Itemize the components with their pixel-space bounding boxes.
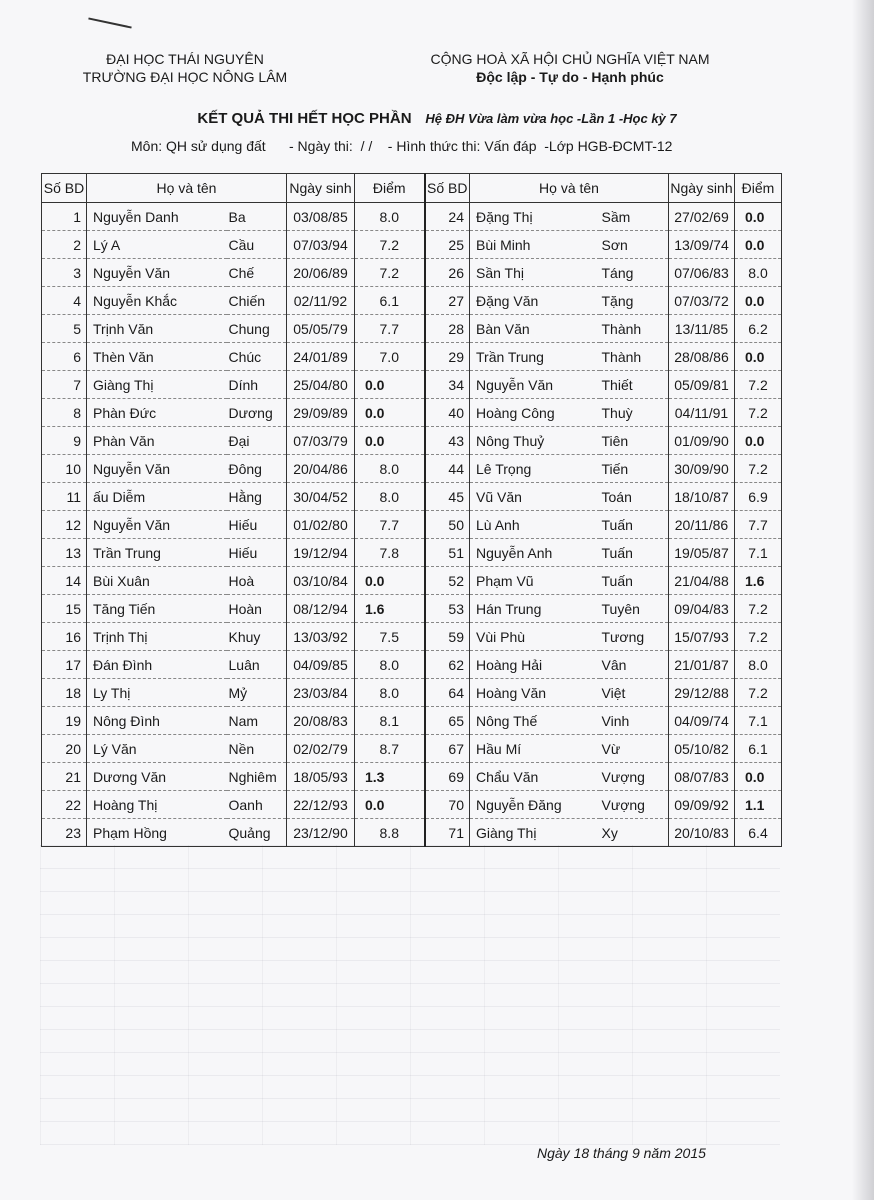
student-given-name: Khuy xyxy=(227,623,287,651)
table-row xyxy=(42,791,782,819)
student-dob: 28/08/86 xyxy=(669,343,735,371)
student-number: 14 xyxy=(42,567,87,595)
student-score: 1.6 xyxy=(355,595,425,623)
signature-date: Ngày 18 tháng 9 năm 2015 xyxy=(537,1145,706,1161)
student-first-name: Phạm Hồng xyxy=(87,819,227,847)
student-first-name: Nguyễn Danh xyxy=(87,203,227,231)
student-number: 3 xyxy=(42,259,87,287)
student-score: 0.0 xyxy=(355,399,425,427)
results-table xyxy=(41,173,782,847)
student-given-name: Tuấn xyxy=(600,567,669,595)
table-row xyxy=(42,203,782,231)
table-row xyxy=(42,455,782,483)
student-number: 71 xyxy=(425,819,470,847)
table-row xyxy=(42,763,782,791)
student-given-name: Quảng xyxy=(227,819,287,847)
student-dob: 19/05/87 xyxy=(669,539,735,567)
table-row xyxy=(42,371,782,399)
student-score: 0.0 xyxy=(355,427,425,455)
student-dob: 09/09/92 xyxy=(669,791,735,819)
student-dob: 02/02/79 xyxy=(287,735,355,763)
student-given-name: Tuấn xyxy=(600,511,669,539)
student-given-name: Vinh xyxy=(600,707,669,735)
student-first-name: ấu Diễm xyxy=(87,483,227,511)
student-number: 28 xyxy=(425,315,470,343)
student-given-name: Mỷ xyxy=(227,679,287,707)
student-dob: 13/09/74 xyxy=(669,231,735,259)
student-first-name: Lý A xyxy=(87,231,227,259)
student-given-name: Hiếu xyxy=(227,511,287,539)
student-given-name: Toán xyxy=(600,483,669,511)
student-number: 26 xyxy=(425,259,470,287)
student-score: 8.8 xyxy=(355,819,425,847)
student-number: 5 xyxy=(42,315,87,343)
document-title xyxy=(0,110,874,127)
student-first-name: Tăng Tiến xyxy=(87,595,227,623)
student-first-name: Nông Thế xyxy=(470,707,600,735)
student-number: 6 xyxy=(42,343,87,371)
student-number: 11 xyxy=(42,483,87,511)
student-dob: 07/03/94 xyxy=(287,231,355,259)
table-row xyxy=(42,819,782,847)
student-dob: 04/11/91 xyxy=(669,399,735,427)
student-number: 10 xyxy=(42,455,87,483)
student-given-name: Cầu xyxy=(227,231,287,259)
student-number: 13 xyxy=(42,539,87,567)
student-given-name: Vừ xyxy=(600,735,669,763)
student-first-name: Nguyễn Văn xyxy=(470,371,600,399)
student-first-name: Đán Đình xyxy=(87,651,227,679)
student-dob: 29/09/89 xyxy=(287,399,355,427)
student-given-name: Dính xyxy=(227,371,287,399)
student-number: 29 xyxy=(425,343,470,371)
student-given-name: Chung xyxy=(227,315,287,343)
school-name: TRƯỜNG ĐẠI HỌC NÔNG LÂM xyxy=(82,69,288,85)
student-given-name: Tiến xyxy=(600,455,669,483)
student-first-name: Hầu Mí xyxy=(470,735,600,763)
student-given-name: Tuyên xyxy=(600,595,669,623)
student-number: 69 xyxy=(425,763,470,791)
student-score: 6.4 xyxy=(735,819,782,847)
student-number: 9 xyxy=(42,427,87,455)
institution-header xyxy=(70,50,300,86)
student-number: 25 xyxy=(425,231,470,259)
student-score: 7.7 xyxy=(355,511,425,539)
student-dob: 23/12/90 xyxy=(287,819,355,847)
table-row xyxy=(42,427,782,455)
show-through-background xyxy=(40,845,780,1145)
student-number: 64 xyxy=(425,679,470,707)
student-score: 1.6 xyxy=(735,567,782,595)
student-number: 7 xyxy=(42,371,87,399)
student-dob: 07/03/72 xyxy=(669,287,735,315)
student-dob: 07/06/83 xyxy=(669,259,735,287)
student-score: 7.2 xyxy=(735,399,782,427)
table-row xyxy=(42,707,782,735)
student-score: 0.0 xyxy=(735,203,782,231)
student-dob: 13/11/85 xyxy=(669,315,735,343)
title-program: Hệ ĐH Vừa làm vừa học -Lần 1 -Học kỳ 7 xyxy=(425,111,677,126)
student-dob: 20/10/83 xyxy=(669,819,735,847)
national-motto: Độc lập - Tự do - Hạnh phúc xyxy=(476,69,664,85)
student-given-name: Xy xyxy=(600,819,669,847)
title-main: KẾT QUẢ THI HẾT HỌC PHẦN xyxy=(197,110,412,127)
student-number: 65 xyxy=(425,707,470,735)
student-given-name: Nam xyxy=(227,707,287,735)
student-number: 8 xyxy=(42,399,87,427)
student-score: 8.0 xyxy=(355,203,425,231)
student-number: 18 xyxy=(42,679,87,707)
table-row xyxy=(42,483,782,511)
student-number: 2 xyxy=(42,231,87,259)
student-number: 43 xyxy=(425,427,470,455)
student-dob: 21/04/88 xyxy=(669,567,735,595)
header-score: Điểm xyxy=(355,174,425,203)
student-number: 23 xyxy=(42,819,87,847)
student-score: 6.1 xyxy=(735,735,782,763)
table-row xyxy=(42,539,782,567)
student-first-name: Phạm Vũ xyxy=(470,567,600,595)
student-given-name: Sơn xyxy=(600,231,669,259)
student-given-name: Táng xyxy=(600,259,669,287)
student-first-name: Lù Anh xyxy=(470,511,600,539)
table-row xyxy=(42,511,782,539)
student-first-name: Nguyễn Khắc xyxy=(87,287,227,315)
student-score: 0.0 xyxy=(735,343,782,371)
student-given-name: Nghiêm xyxy=(227,763,287,791)
student-dob: 23/03/84 xyxy=(287,679,355,707)
table-row xyxy=(42,287,782,315)
student-number: 24 xyxy=(425,203,470,231)
student-score: 7.2 xyxy=(735,595,782,623)
student-dob: 18/10/87 xyxy=(669,483,735,511)
student-dob: 15/07/93 xyxy=(669,623,735,651)
student-first-name: Bàn Văn xyxy=(470,315,600,343)
student-first-name: Bùi Xuân xyxy=(87,567,227,595)
student-first-name: Hoàng Hải xyxy=(470,651,600,679)
student-first-name: Ly Thị xyxy=(87,679,227,707)
student-score: 7.2 xyxy=(735,371,782,399)
student-number: 67 xyxy=(425,735,470,763)
student-dob: 04/09/74 xyxy=(669,707,735,735)
student-first-name: Hoàng Văn xyxy=(470,679,600,707)
student-first-name: Hoàng Thị xyxy=(87,791,227,819)
table-row xyxy=(42,567,782,595)
student-dob: 07/03/79 xyxy=(287,427,355,455)
student-first-name: Trịnh Thị xyxy=(87,623,227,651)
table-row xyxy=(42,623,782,651)
student-dob: 02/11/92 xyxy=(287,287,355,315)
student-score: 8.0 xyxy=(735,651,782,679)
student-given-name: Tiên xyxy=(600,427,669,455)
student-first-name: Trần Trung xyxy=(87,539,227,567)
table-row xyxy=(42,259,782,287)
student-first-name: Nguyễn Văn xyxy=(87,511,227,539)
student-dob: 01/09/90 xyxy=(669,427,735,455)
student-dob: 30/09/90 xyxy=(669,455,735,483)
student-given-name: Sầm xyxy=(600,203,669,231)
student-first-name: Lê Trọng xyxy=(470,455,600,483)
student-number: 45 xyxy=(425,483,470,511)
table-row xyxy=(42,651,782,679)
student-dob: 24/01/89 xyxy=(287,343,355,371)
student-given-name: Chúc xyxy=(227,343,287,371)
student-given-name: Hằng xyxy=(227,483,287,511)
student-given-name: Vân xyxy=(600,651,669,679)
student-dob: 05/09/81 xyxy=(669,371,735,399)
student-score: 7.5 xyxy=(355,623,425,651)
student-number: 50 xyxy=(425,511,470,539)
student-given-name: Thiết xyxy=(600,371,669,399)
student-dob: 01/02/80 xyxy=(287,511,355,539)
student-score: 7.2 xyxy=(735,455,782,483)
student-score: 7.0 xyxy=(355,343,425,371)
table-row xyxy=(42,343,782,371)
country-name: CỘNG HOÀ XÃ HỘI CHỦ NGHĨA VIỆT NAM xyxy=(430,51,710,67)
student-number: 16 xyxy=(42,623,87,651)
student-first-name: Đặng Thị xyxy=(470,203,600,231)
student-dob: 20/04/86 xyxy=(287,455,355,483)
student-given-name: Luân xyxy=(227,651,287,679)
student-first-name: Dương Văn xyxy=(87,763,227,791)
student-given-name: Đại xyxy=(227,427,287,455)
student-score: 7.1 xyxy=(735,539,782,567)
student-number: 44 xyxy=(425,455,470,483)
header-dob: Ngày sinh xyxy=(287,174,355,203)
student-given-name: Tặng xyxy=(600,287,669,315)
table-row xyxy=(42,679,782,707)
student-first-name: Nông Thuỷ xyxy=(470,427,600,455)
student-score: 7.1 xyxy=(735,707,782,735)
student-first-name: Hán Trung xyxy=(470,595,600,623)
student-given-name: Ba xyxy=(227,203,287,231)
student-score: 0.0 xyxy=(355,791,425,819)
student-score: 0.0 xyxy=(355,567,425,595)
student-number: 15 xyxy=(42,595,87,623)
student-score: 8.0 xyxy=(735,259,782,287)
student-score: 7.2 xyxy=(735,679,782,707)
student-first-name: Chẩu Văn xyxy=(470,763,600,791)
student-dob: 29/12/88 xyxy=(669,679,735,707)
student-given-name: Vượng xyxy=(600,791,669,819)
student-first-name: Phàn Đức xyxy=(87,399,227,427)
student-score: 8.0 xyxy=(355,455,425,483)
student-dob: 05/05/79 xyxy=(287,315,355,343)
table-header-row xyxy=(42,174,782,203)
student-score: 8.7 xyxy=(355,735,425,763)
student-score: 6.2 xyxy=(735,315,782,343)
student-score: 0.0 xyxy=(355,371,425,399)
student-score: 0.0 xyxy=(735,231,782,259)
student-given-name: Chế xyxy=(227,259,287,287)
header-score: Điểm xyxy=(735,174,782,203)
student-dob: 25/04/80 xyxy=(287,371,355,399)
student-score: 7.2 xyxy=(735,623,782,651)
student-first-name: Lý Văn xyxy=(87,735,227,763)
student-given-name: Chiến xyxy=(227,287,287,315)
exam-info-line: Môn: QH sử dụng đất - Ngày thi: / / - Hình thức thi: Vấn đáp -Lớp HGB-ĐCMT-12 xyxy=(131,138,673,154)
student-first-name: Nguyễn Đăng xyxy=(470,791,600,819)
student-dob: 21/01/87 xyxy=(669,651,735,679)
student-number: 53 xyxy=(425,595,470,623)
scan-edge-shadow xyxy=(852,0,874,1200)
student-dob: 03/10/84 xyxy=(287,567,355,595)
student-number: 4 xyxy=(42,287,87,315)
table-row xyxy=(42,315,782,343)
student-first-name: Thèn Văn xyxy=(87,343,227,371)
student-dob: 20/11/86 xyxy=(669,511,735,539)
student-score: 6.1 xyxy=(355,287,425,315)
student-number: 40 xyxy=(425,399,470,427)
student-number: 19 xyxy=(42,707,87,735)
student-dob: 27/02/69 xyxy=(669,203,735,231)
student-number: 20 xyxy=(42,735,87,763)
student-score: 7.7 xyxy=(735,511,782,539)
student-dob: 22/12/93 xyxy=(287,791,355,819)
student-score: 6.9 xyxy=(735,483,782,511)
student-score: 0.0 xyxy=(735,427,782,455)
university-name: ĐẠI HỌC THÁI NGUYÊN xyxy=(106,51,264,67)
student-first-name: Nguyễn Văn xyxy=(87,455,227,483)
header-dob: Ngày sinh xyxy=(669,174,735,203)
student-number: 17 xyxy=(42,651,87,679)
student-given-name: Tương xyxy=(600,623,669,651)
student-dob: 08/07/83 xyxy=(669,763,735,791)
national-header xyxy=(420,50,720,86)
student-dob: 04/09/85 xyxy=(287,651,355,679)
student-number: 22 xyxy=(42,791,87,819)
student-first-name: Vùi Phù xyxy=(470,623,600,651)
student-given-name: Thành xyxy=(600,315,669,343)
student-score: 8.0 xyxy=(355,483,425,511)
student-number: 34 xyxy=(425,371,470,399)
table-row xyxy=(42,399,782,427)
student-number: 12 xyxy=(42,511,87,539)
student-number: 70 xyxy=(425,791,470,819)
student-given-name: Việt xyxy=(600,679,669,707)
student-first-name: Hoàng Công xyxy=(470,399,600,427)
student-number: 1 xyxy=(42,203,87,231)
student-first-name: Sần Thị xyxy=(470,259,600,287)
student-given-name: Hoàn xyxy=(227,595,287,623)
student-first-name: Nguyễn Văn xyxy=(87,259,227,287)
student-dob: 19/12/94 xyxy=(287,539,355,567)
student-dob: 08/12/94 xyxy=(287,595,355,623)
student-first-name: Giàng Thị xyxy=(470,819,600,847)
student-given-name: Thành xyxy=(600,343,669,371)
header-name: Họ và tên xyxy=(470,174,669,203)
table-row xyxy=(42,595,782,623)
student-given-name: Tuấn xyxy=(600,539,669,567)
student-first-name: Đặng Văn xyxy=(470,287,600,315)
student-given-name: Đông xyxy=(227,455,287,483)
student-first-name: Trần Trung xyxy=(470,343,600,371)
student-number: 51 xyxy=(425,539,470,567)
student-score: 8.0 xyxy=(355,679,425,707)
student-score: 0.0 xyxy=(735,763,782,791)
student-first-name: Bùi Minh xyxy=(470,231,600,259)
student-given-name: Dương xyxy=(227,399,287,427)
student-number: 59 xyxy=(425,623,470,651)
student-first-name: Nông Đình xyxy=(87,707,227,735)
student-number: 62 xyxy=(425,651,470,679)
student-dob: 03/08/85 xyxy=(287,203,355,231)
student-score: 7.7 xyxy=(355,315,425,343)
student-dob: 13/03/92 xyxy=(287,623,355,651)
student-number: 27 xyxy=(425,287,470,315)
student-score: 7.2 xyxy=(355,231,425,259)
student-dob: 05/10/82 xyxy=(669,735,735,763)
table-row xyxy=(42,735,782,763)
student-score: 7.2 xyxy=(355,259,425,287)
student-dob: 30/04/52 xyxy=(287,483,355,511)
student-given-name: Hiếu xyxy=(227,539,287,567)
header-name: Họ và tên xyxy=(87,174,287,203)
student-score: 7.8 xyxy=(355,539,425,567)
student-given-name: Nền xyxy=(227,735,287,763)
student-given-name: Vượng xyxy=(600,763,669,791)
student-dob: 18/05/93 xyxy=(287,763,355,791)
student-dob: 09/04/83 xyxy=(669,595,735,623)
header-no: Số BD xyxy=(42,174,87,203)
student-given-name: Thuỳ xyxy=(600,399,669,427)
table-body xyxy=(42,203,782,847)
student-dob: 20/06/89 xyxy=(287,259,355,287)
student-given-name: Hoà xyxy=(227,567,287,595)
student-dob: 20/08/83 xyxy=(287,707,355,735)
student-first-name: Phàn Văn xyxy=(87,427,227,455)
student-score: 1.1 xyxy=(735,791,782,819)
student-score: 8.1 xyxy=(355,707,425,735)
table-row xyxy=(42,231,782,259)
student-first-name: Nguyễn Anh xyxy=(470,539,600,567)
header-no: Số BD xyxy=(425,174,470,203)
student-score: 1.3 xyxy=(355,763,425,791)
student-first-name: Vũ Văn xyxy=(470,483,600,511)
student-score: 8.0 xyxy=(355,651,425,679)
student-first-name: Giàng Thị xyxy=(87,371,227,399)
student-first-name: Trịnh Văn xyxy=(87,315,227,343)
student-number: 52 xyxy=(425,567,470,595)
student-given-name: Oanh xyxy=(227,791,287,819)
pen-mark xyxy=(88,17,131,28)
student-score: 0.0 xyxy=(735,287,782,315)
student-number: 21 xyxy=(42,763,87,791)
